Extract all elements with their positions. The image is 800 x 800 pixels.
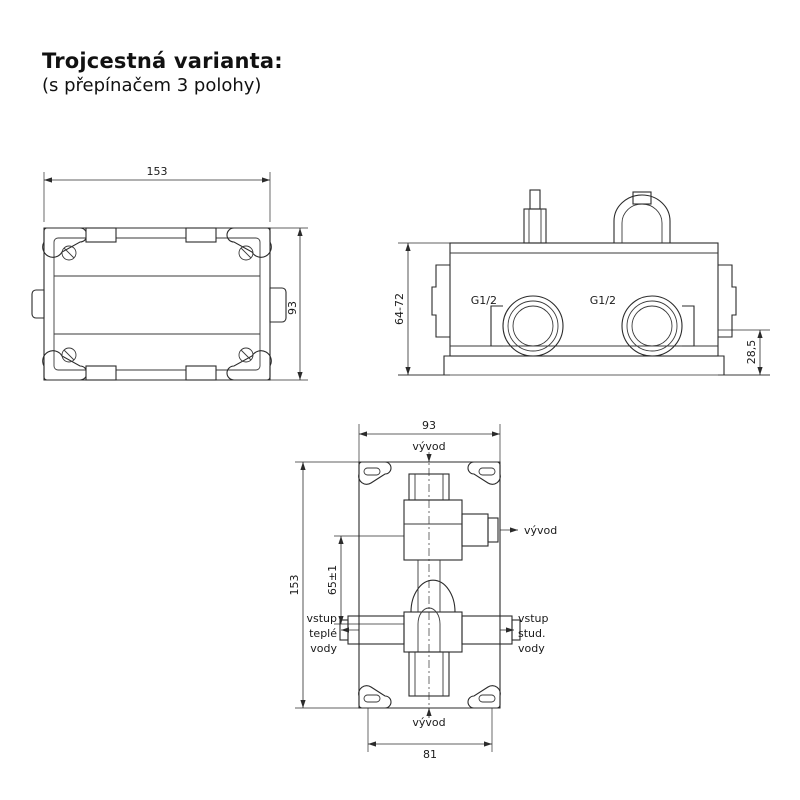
plan-label-outlet-right: vývod bbox=[524, 524, 558, 537]
plan-label-outlet-top: vývod bbox=[412, 440, 446, 453]
plan-label-inlet-hot bbox=[306, 612, 337, 655]
svg-text:teplé: teplé bbox=[309, 627, 337, 640]
side-depth-dim-label: 28,5 bbox=[745, 339, 758, 365]
side-port-left-label: G1/2 bbox=[470, 294, 497, 307]
plan-view bbox=[288, 419, 557, 761]
page-subtitle: (s přepínačem 3 polohy) bbox=[42, 75, 262, 97]
plan-width-top-dim-label: 93 bbox=[422, 419, 436, 432]
page-title: Trojcestná varianta: bbox=[42, 49, 283, 73]
plan-label-outlet-bottom: vývod bbox=[412, 716, 446, 729]
side-view bbox=[393, 190, 770, 375]
plan-inner-height-dim-label: 65±1 bbox=[326, 564, 339, 596]
side-height-dim-label: 64-72 bbox=[393, 293, 406, 325]
svg-text:vstup: vstup bbox=[306, 612, 337, 625]
svg-text:stud.: stud. bbox=[518, 627, 546, 640]
front-view bbox=[32, 165, 308, 380]
svg-text:vody: vody bbox=[310, 642, 337, 655]
plan-height-left-dim-label: 153 bbox=[288, 574, 301, 596]
plan-label-inlet-cold bbox=[518, 612, 549, 655]
svg-text:vstup: vstup bbox=[518, 612, 549, 625]
front-width-dim-label: 153 bbox=[146, 165, 168, 178]
side-port-right-label: G1/2 bbox=[589, 294, 616, 307]
front-height-dim-label: 93 bbox=[286, 301, 299, 315]
plan-width-bottom-dim-label: 81 bbox=[423, 748, 437, 761]
svg-text:vody: vody bbox=[518, 642, 545, 655]
